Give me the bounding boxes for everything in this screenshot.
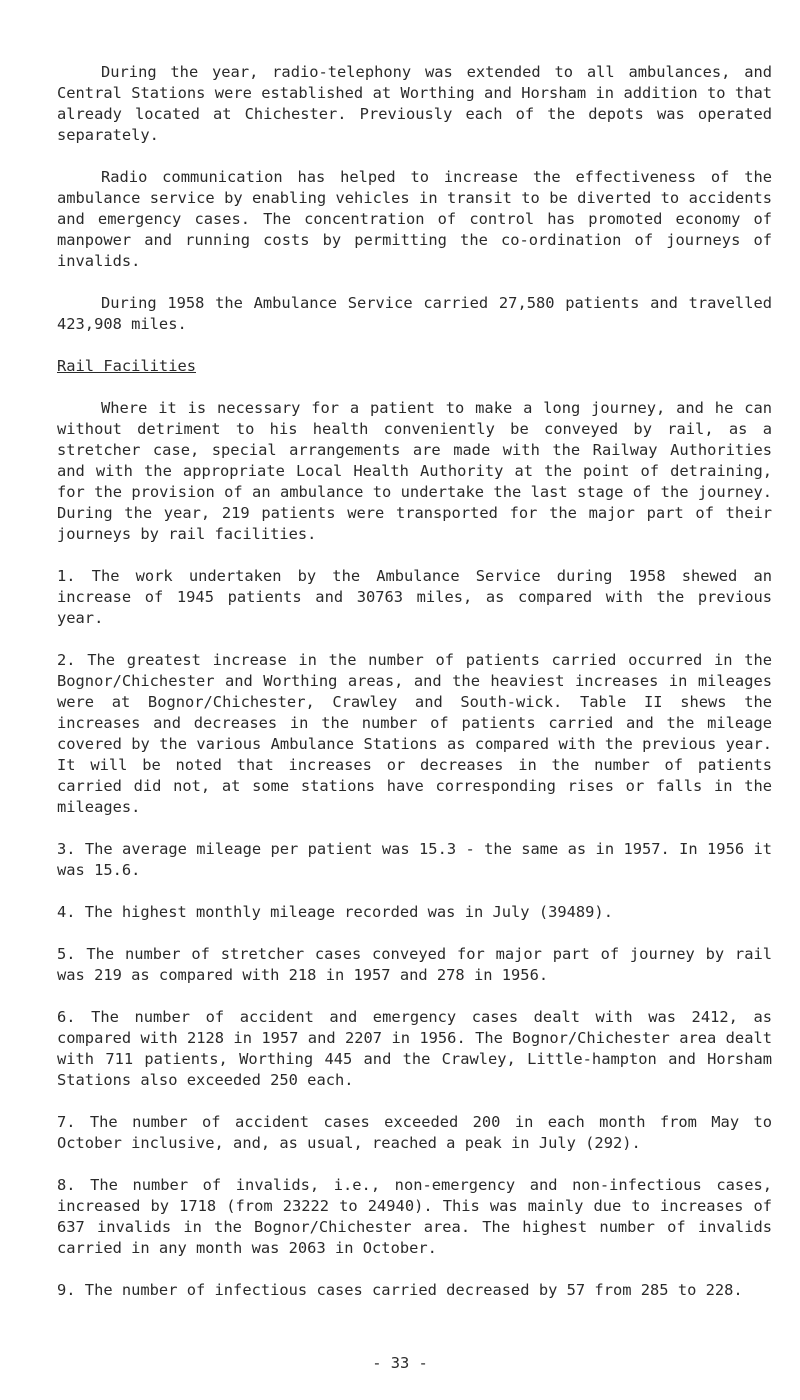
- numbered-point-4: 4. The highest monthly mileage recorded was in July (39489).: [57, 903, 613, 921]
- paragraph-rail-facilities: Where it is necessary for a patient to make a long journey, and he can without detriment to his health conveniently be conveyed by rail, as a stretcher case, special arrangements are made with the Railway Authorities and with the appropriate Local Health Authority at the point of detraining, for the provision of an ambulance to undertake the last stage of the journey. During the year, 219 patients were transported for the major part of their journeys by rail facilities.: [57, 399, 772, 543]
- numbered-point-5: 5. The number of stretcher cases conveyed for major part of journey by rail was 219 as compared with 218 in 1957 and 278 in 1956.: [57, 945, 772, 984]
- numbered-point-1: 1. The work undertaken by the Ambulance Service during 1958 shewed an increase of 1945 patients and 30763 miles, as compared with the previous year.: [57, 567, 772, 627]
- section-heading-rail-facilities: Rail Facilities: [57, 357, 196, 375]
- paragraph-1958-totals: During 1958 the Ambulance Service carried 27,580 patients and travelled 423,908 miles.: [57, 294, 772, 333]
- numbered-point-7: 7. The number of accident cases exceeded 200 in each month from May to October inclusive, and, as usual, reached a peak in July (292).: [57, 1113, 772, 1152]
- numbered-point-3: 3. The average mileage per patient was 15.3 - the same as in 1957. In 1956 it was 15.6.: [57, 840, 772, 879]
- numbered-point-2: 2. The greatest increase in the number of patients carried occurred in the Bognor/Chichester and Worthing areas, and the heaviest increases in mileages were at Bognor/Chichester, Crawley and South-wick. Table II shews the increases and decreases in the number of patients carried and the mileage covered by the various Ambulance Stations as compared with the previous year. It will be noted that increases or decreases in the number of patients carried did not, at some stations have corresponding rises or falls in the mileages.: [57, 651, 772, 816]
- page-number: - 33 -: [372, 1354, 428, 1372]
- numbered-point-9: 9. The number of infectious cases carried decreased by 57 from 285 to 228.: [57, 1281, 743, 1299]
- numbered-point-8: 8. The number of invalids, i.e., non-emergency and non-infectious cases, increased by 1718 (from 23222 to 24940). This was mainly due to increases of 637 invalids in the Bognor/Chichester area. The highest number of invalids carried in any month was 2063 in October.: [57, 1176, 772, 1257]
- numbered-point-6: 6. The number of accident and emergency cases dealt with was 2412, as compared with 2128 in 1957 and 2207 in 1956. The Bognor/Chichester area dealt with 711 patients, Worthing 445 and the Crawley, Little-hampton and Horsham Stations also exceeded 250 each.: [57, 1008, 772, 1089]
- paragraph-radio-telephony: During the year, radio-telephony was extended to all ambulances, and Central Stations were established at Worthing and Horsham in addition to that already located at Chichester. Previously each of the depots was operated separately.: [57, 63, 772, 144]
- paragraph-radio-communication: Radio communication has helped to increase the effectiveness of the ambulance service by enabling vehicles in transit to be diverted to accidents and emergency cases. The concentration of control has promoted economy of manpower and running costs by permitting the co-ordination of journeys of invalids.: [57, 168, 772, 270]
